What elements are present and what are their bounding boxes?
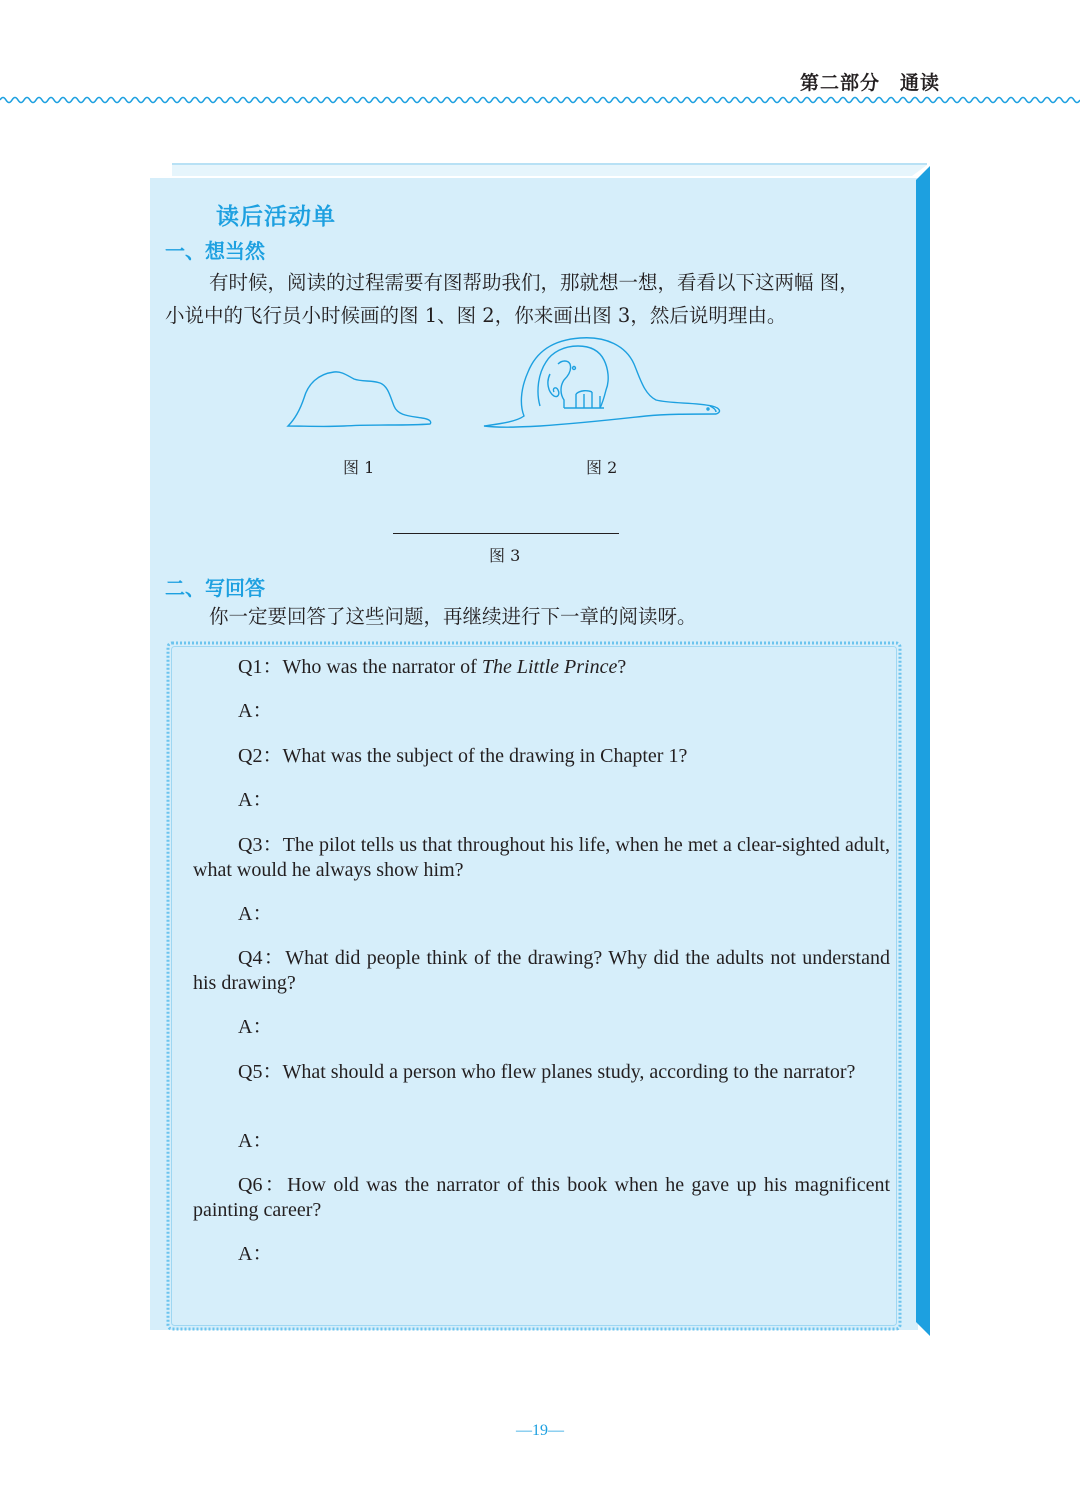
- answer-5-field[interactable]: A：: [238, 1130, 273, 1152]
- question-2-label: Q2：: [238, 745, 283, 767]
- card-spine: [916, 166, 932, 1336]
- question-1-text: Who was the narrator of: [282, 656, 482, 678]
- figure-3-drawing-line[interactable]: [393, 533, 619, 534]
- figure-2-label: 图 2: [586, 458, 618, 477]
- answer-6-field[interactable]: A：: [238, 1243, 273, 1265]
- question-3: [193, 833, 890, 883]
- question-1-label: Q1：: [238, 656, 283, 678]
- instruction-line-2: 图，小说中的飞行员小时候画的图 1、图 2，你来画出图 3，然后说明理由。: [165, 271, 859, 327]
- running-head: [800, 68, 940, 95]
- question-1-end: ?: [617, 656, 627, 678]
- section-label: 通读: [899, 72, 940, 94]
- question-4: [193, 946, 890, 996]
- question-4-label: Q4：: [238, 947, 286, 969]
- question-3-label: Q3：: [238, 834, 283, 856]
- answer-1-field[interactable]: A：: [238, 700, 273, 722]
- question-6-label: Q6：: [238, 1174, 288, 1196]
- section-heading-1: 一、想当然: [165, 239, 265, 263]
- question-6-text: How old was the narrator of this book when he gave up his magnificent painting career?: [193, 1174, 890, 1221]
- wavy-divider: [0, 94, 1080, 106]
- instruction-line-1: 有时候，阅读的过程需要有图帮助我们，那就想一想，看看以下这两幅: [209, 271, 814, 294]
- answer-2-field[interactable]: A：: [238, 789, 273, 811]
- question-3-text: The pilot tells us that throughout his life, when he met a clear-sighted adult, what would he always show him?: [193, 834, 890, 881]
- question-6: [193, 1173, 890, 1223]
- question-5-text: What should a person who flew planes study, according to the narrator?: [282, 1061, 856, 1083]
- hat-drawing: [284, 366, 436, 432]
- question-1: [193, 655, 890, 680]
- answer-3-field[interactable]: A：: [238, 903, 273, 925]
- part-label: 第二部分: [799, 72, 880, 94]
- question-5-label: Q5：: [238, 1061, 283, 1083]
- book-title: The Little Prince: [481, 656, 618, 678]
- section-heading-2: 二、写回答: [165, 576, 265, 600]
- elephant-in-snake-drawing: [480, 334, 725, 430]
- question-5: [193, 1060, 890, 1085]
- question-2-text: What was the subject of the drawing in Chapter 1?: [282, 745, 688, 767]
- answer-4-field[interactable]: A：: [238, 1016, 273, 1038]
- figure-1-label: 图 1: [343, 458, 375, 477]
- activity-title: 读后活动单: [216, 204, 336, 230]
- question-2: [193, 744, 890, 769]
- section1-instructions: [165, 266, 865, 332]
- section2-instructions: 你一定要回答了这些问题，再继续进行下一章的阅读呀。: [209, 605, 697, 628]
- card-top-edge: [172, 162, 927, 176]
- page-number: —19—: [516, 1422, 564, 1439]
- figure-3-label: 图 3: [489, 546, 521, 565]
- question-4-text: What did people think of the drawing? Why did the adults not understand his drawing?: [193, 947, 890, 994]
